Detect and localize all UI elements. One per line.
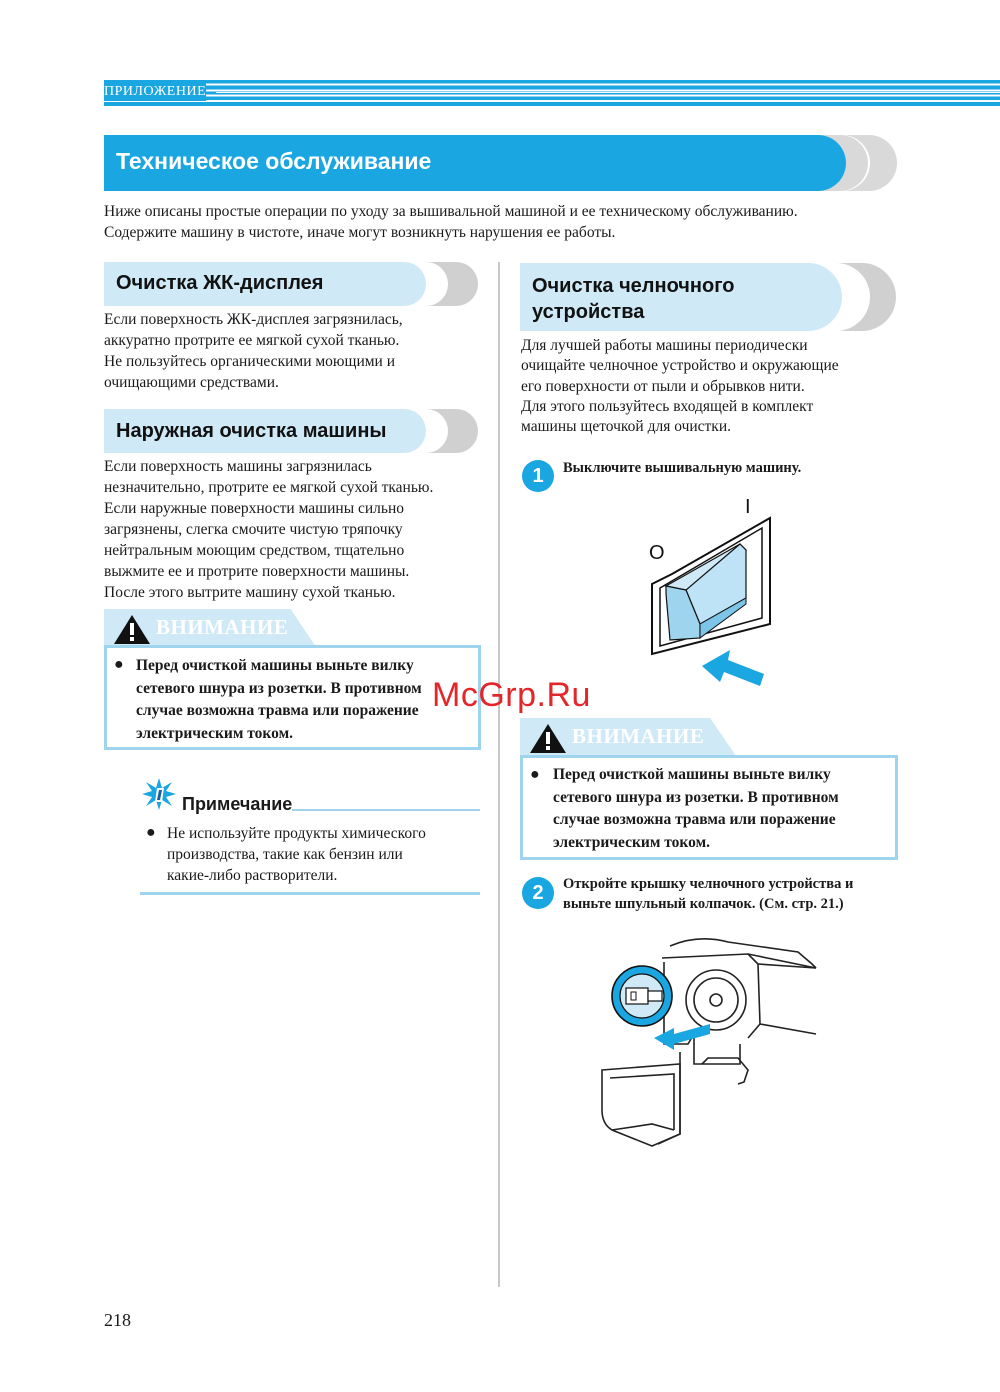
- text-line: Перед очисткой машины выньте вилку: [136, 657, 414, 674]
- text-line: Откройте крышку челночного устройства и: [563, 876, 854, 892]
- step-number-1: 1: [522, 460, 554, 492]
- text-line: аккуратно протрите ее мягкой сухой тканью.: [104, 332, 400, 349]
- bullet-icon: ●: [146, 824, 156, 841]
- page-title: Техническое обслуживание: [116, 148, 432, 174]
- text-line: сетевого шнура из розетки. В противном: [136, 679, 422, 697]
- lcd-text: [104, 309, 484, 393]
- bullet-icon: ●: [530, 766, 540, 783]
- caution-text: [136, 655, 476, 745]
- exterior-text: [104, 456, 489, 603]
- note-icon: [140, 776, 178, 814]
- note-label: Примечание: [182, 794, 293, 814]
- text-line: какие-либо растворители.: [167, 867, 338, 884]
- heading-line: Очистка челночного: [532, 275, 735, 297]
- switch-graphic: [640, 494, 780, 666]
- power-switch-illustration: [640, 494, 780, 666]
- header-band: [104, 80, 1000, 106]
- text-line: сетевого шнура из розетки. В противном: [553, 788, 839, 806]
- page-number: 218: [104, 1310, 131, 1330]
- step-2-text: [563, 874, 893, 914]
- text-line: Для этого пользуйтесь входящей в комплект: [521, 397, 814, 415]
- intro-line: Содержите машину в чистоте, иначе могут возникнуть нарушения ее работы.: [104, 224, 616, 241]
- text-line: Если поверхность ЖК-дисплея загрязнилась,: [104, 311, 403, 328]
- text-line: Для лучшей работы машины периодически: [521, 337, 808, 354]
- caution-label: ВНИМАНИЕ: [156, 615, 289, 639]
- text-line: незначительно, протрите ее мягкой сухой тканью.: [104, 479, 434, 496]
- text-line: производства, такие как бензин или: [167, 846, 403, 863]
- text-line: его поверхности от пыли и обрывков нити.: [521, 377, 805, 395]
- intro-text: [104, 201, 924, 243]
- text-line: Не пользуйтесь органическими моющими и: [104, 353, 396, 370]
- arrow-icon: [700, 646, 770, 690]
- text-line: электрическим током.: [136, 724, 294, 742]
- note-rule: [292, 809, 480, 811]
- text-line: выньте шпульный колпачок. (См. стр. 21.): [563, 896, 844, 912]
- text-line: случае возможна травма или поражение: [553, 811, 836, 828]
- bullet-icon: ●: [114, 656, 124, 673]
- text-line: случае возможна травма или поражение: [136, 702, 419, 719]
- chapter-label: ПРИЛОЖЕНИЕ: [104, 84, 207, 99]
- switch-off-label: O: [649, 542, 665, 564]
- section-heading-exterior: Наружная очистка машины: [116, 420, 387, 442]
- warning-icon: [528, 721, 572, 759]
- chapter-rule: [216, 92, 1000, 93]
- text-line: Не используйте продукты химического: [167, 825, 426, 842]
- caution-label: ВНИМАНИЕ: [572, 724, 705, 748]
- text-line: Если поверхность машины загрязнилась: [104, 458, 372, 475]
- section-heading-lcd: Очистка ЖК-дисплея: [116, 272, 324, 294]
- text-line: очищающими средствами.: [104, 374, 279, 391]
- text-line: нейтральным моющим средством, тщательно: [104, 542, 405, 559]
- column-divider: [498, 262, 500, 1287]
- text-line: Если наружные поверхности машины сильно: [104, 500, 405, 517]
- note-rule-bottom: [140, 892, 480, 895]
- text-line: электрическим током.: [553, 833, 711, 851]
- heading-line: устройства: [532, 301, 645, 323]
- step-number-2: 2: [522, 877, 554, 909]
- text-line: очищайте челночное устройство и окружающие: [521, 357, 839, 375]
- caution-text: [553, 764, 893, 854]
- watermark: McGrp.Ru: [432, 676, 591, 714]
- text-line: После этого вытрите машину сухой тканью.: [104, 584, 396, 601]
- intro-line: Ниже описаны простые операции по уходу за вышивальной машиной и ее техническому обслуживанию.: [104, 203, 798, 220]
- text-line: выжмите ее и протрите поверхности машины.: [104, 563, 410, 580]
- shuttle-text: [521, 336, 911, 437]
- text-line: Перед очисткой машины выньте вилку: [553, 766, 831, 783]
- text-line: загрязнены, слегка смочите чистую тряпочку: [104, 521, 403, 538]
- section-heading-shuttle: [532, 273, 735, 325]
- step-1-text: Выключите вышивальную машину.: [563, 460, 802, 476]
- text-line: машины щеточкой для очистки.: [521, 418, 732, 436]
- switch-on-label: I: [745, 496, 751, 518]
- note-text: [167, 823, 477, 886]
- shuttle-illustration: [598, 934, 830, 1164]
